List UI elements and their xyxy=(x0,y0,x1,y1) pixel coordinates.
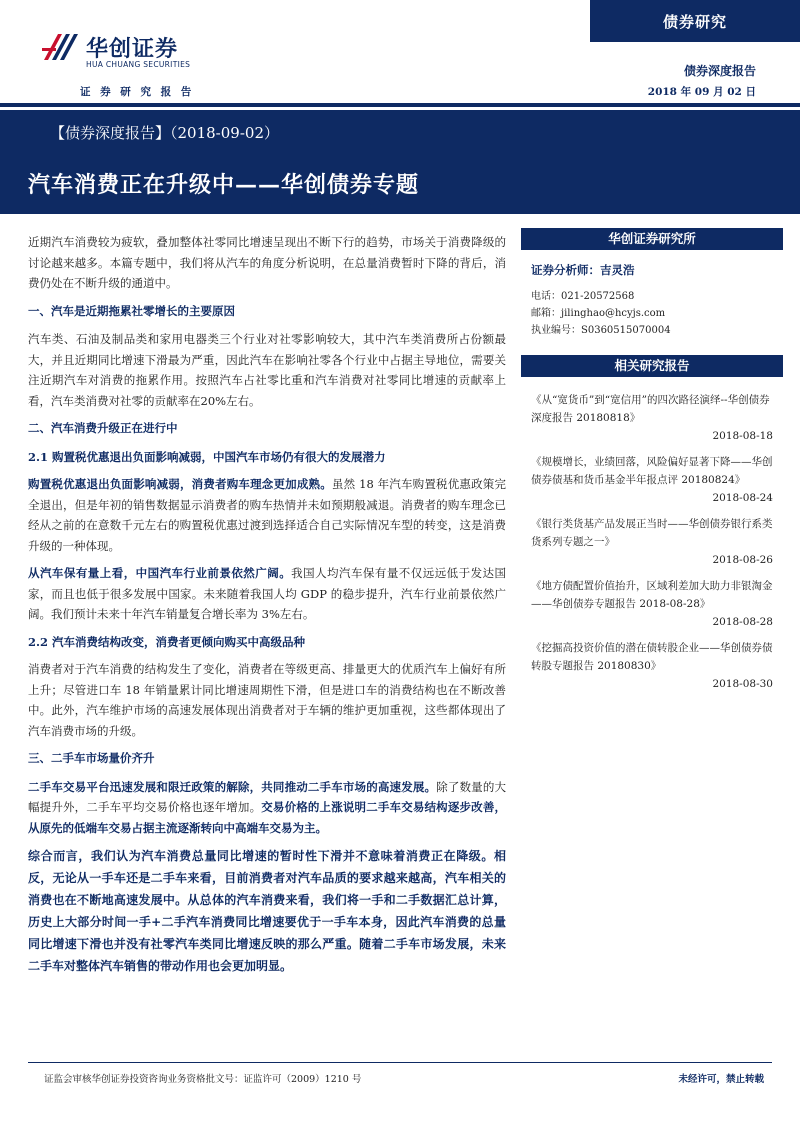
analyst-phone: 电话：021-20572568 xyxy=(531,291,635,302)
section-1-heading: 一、汽车是近期拖累社零增长的主要原因 xyxy=(28,303,235,318)
section-2-1-p2-lead: 从汽车保有量上看，中国汽车行业前景依然广阔。 xyxy=(28,566,292,580)
section-2-1-p1-lead: 购置税优惠退出负面影响减弱，消费者购车理念更加成熟。 xyxy=(28,477,332,491)
logo-english: HUA CHUANG SECURITIES xyxy=(86,60,191,69)
related-report-title: 《从“宽货币”到“宽信用”的四次路径演绎--华创债券深度报告 20180818》 xyxy=(531,394,770,424)
huachuang-logo-icon xyxy=(40,30,80,64)
banner-tag: 【债券深度报告】（2018-09-02） xyxy=(50,124,279,142)
section-1-body: 汽车类、石油及制品类和家用电器类三个行业对社零影响较大，其中汽车类消费所占份额最大，并且近期同比增速下滑最为严重，因此汽车在影响社零各个行业中占据主导地位，需要关注近期汽车对消费的拖累作用。按照汽车占社零比重和汽车消费对社零同比增速的贡献率上看，汽车类消费对社零的贡献率在20%左右。 xyxy=(28,332,506,408)
sidebar xyxy=(521,228,783,693)
section-3-lead: 二手车交易平台迅速发展和限迁政策的解除，共同推动二手车市场的高速发展。 xyxy=(28,779,437,794)
section-2-2-heading: 2.2 汽车消费结构改变，消费者更倾向购买中高级品种 xyxy=(28,634,306,649)
section-3-paragraph xyxy=(28,777,506,839)
analyst-license: 执业编号：S0360515070004 xyxy=(531,325,671,336)
section-3-heading: 三、二手车市场量价齐升 xyxy=(28,751,155,765)
related-reports-header: 相关研究报告 xyxy=(521,355,783,377)
section-2-1-p1-text: 虽然 18 年汽车购置税优惠政策完全退出，但是年初的销售数据显示消费者的购车热情并未如预期般减退。消费者的购车理念已经从之前的在意数千元左右的购置税优惠过渡到选择适合自己实际情况车型的转变，这是消费升级的一种体现。 xyxy=(28,477,506,553)
related-report-item[interactable] xyxy=(531,453,777,507)
logo-text: 华创证券 xyxy=(86,37,179,62)
footer-license: 证监会审核华创证券投资咨询业务资格批文号：证监许可（2009）1210 号 xyxy=(44,1074,362,1085)
related-report-date: 2018-08-18 xyxy=(712,430,773,442)
section-3-emphasis: 交易价格的上涨说明二手车交易结构逐步改善，从原先的低端车交易占据主流逐渐转向中高端车交易为主。 xyxy=(28,800,506,835)
report-date: 2018 年 09 月 02 日 xyxy=(647,86,756,98)
related-report-date: 2018-08-26 xyxy=(712,554,773,566)
header-subtitle: 证 券 研 究 报 告 xyxy=(80,86,195,98)
conclusion-paragraph: 综合而言，我们认为汽车消费总量同比增速的暂时性下滑并不意味着消费正在降级。相反，无论从一手车还是二手车来看，目前消费者对汽车品质的要求越来越高，汽车相关的消费也在不断地高速发展中。从总体的汽车消费来看，我们将一手和二手数据汇总计算，历史上大部分时间一手+二手汽车消费同比增速要优于一手车本身，因此汽车消费的总量同比增速下滑也并没有社零汽车类同比增速反映的那么严重。随着二手车市场发展，未来二手车对整体汽车销售的带动作用也会更加明显。 xyxy=(28,849,506,973)
analyst-contact xyxy=(521,288,783,339)
related-report-item[interactable] xyxy=(531,515,777,569)
section-2-1-paragraph-2 xyxy=(28,563,506,625)
header-divider xyxy=(0,103,800,107)
related-report-date: 2018-08-24 xyxy=(712,492,773,504)
section-2-1-paragraph-1 xyxy=(28,474,506,556)
related-report-title: 《规模增长，业绩回落，风险偏好显著下降——华创债券债基和货币基金半年报点评 20180824》 xyxy=(531,456,773,486)
section-2-2-body: 消费者对于汽车消费的结构发生了变化，消费者在等级更高、排量更大的优质汽车上偏好有所上升；尽管进口车 18 年销量累计同比增速周期性下滑，但是进口车的消费结构也在不断改善中。此外，汽车维护市场的高速发展体现出消费者对于车辆的维护更加重视，这些都体现出了汽车消费市场的升级。 xyxy=(28,662,506,738)
intro-paragraph: 近期汽车消费较为疲软，叠加整体社零同比增速呈现出不断下行的趋势，市场关于消费降级的讨论越来越多。本篇专题中，我们将从汽车的角度分析说明，在总量消费暂时下降的背后，消费仍处在不断升级的通道中。 xyxy=(28,235,506,290)
related-report-date: 2018-08-30 xyxy=(712,678,773,690)
section-2-1-p2-text: 我国人均汽车保有量不仅远远低于发达国家，而且也低于很多发展中国家。未来随着我国人均 GDP 的稳步提升，汽车行业前景依然广阔。我们预计未来十年汽车销量复合增长率为 3%左右。 xyxy=(28,566,507,621)
section-3-text: 除了数量的大幅提升外，二手车平均交易价格也逐年增加。 xyxy=(28,779,506,814)
category-tag xyxy=(590,0,800,42)
footer-notice: 未经许可，禁止转载 xyxy=(678,1074,764,1085)
analyst-email[interactable]: 邮箱：jilinghao@hcyjs.com xyxy=(531,308,666,319)
report-type: 债券深度报告 xyxy=(683,64,756,78)
related-report-item[interactable] xyxy=(531,577,777,631)
related-report-title: 《挖掘高投资价值的潜在债转股企业——华创债券债转股专题报告 20180830》 xyxy=(531,642,773,672)
main-content xyxy=(28,232,506,984)
section-2-heading: 二、汽车消费升级正在进行中 xyxy=(28,421,178,435)
related-reports-list xyxy=(521,377,783,693)
institute-header: 华创证券研究所 xyxy=(521,228,783,250)
related-report-title: 《银行类货基产品发展正当时——华创债券银行系类货系列专题之一》 xyxy=(531,518,773,548)
related-report-item[interactable] xyxy=(531,391,777,445)
analyst-name: 证券分析师：吉灵浩 xyxy=(531,263,635,277)
footer-divider xyxy=(28,1062,772,1063)
related-report-date: 2018-08-28 xyxy=(712,616,773,628)
related-report-item[interactable] xyxy=(531,639,777,693)
section-2-1-heading: 2.1 购置税优惠退出负面影响减弱，中国汽车市场仍有很大的发展潜力 xyxy=(28,449,386,464)
report-title: 汽车消费正在升级中——华创债券专题 xyxy=(28,172,420,198)
related-report-title: 《地方债配置价值抬升，区域利差加大助力非银淘金——华创债券专题报告 2018-08-28》 xyxy=(531,580,773,610)
category-tag-label: 债券研究 xyxy=(662,13,727,31)
